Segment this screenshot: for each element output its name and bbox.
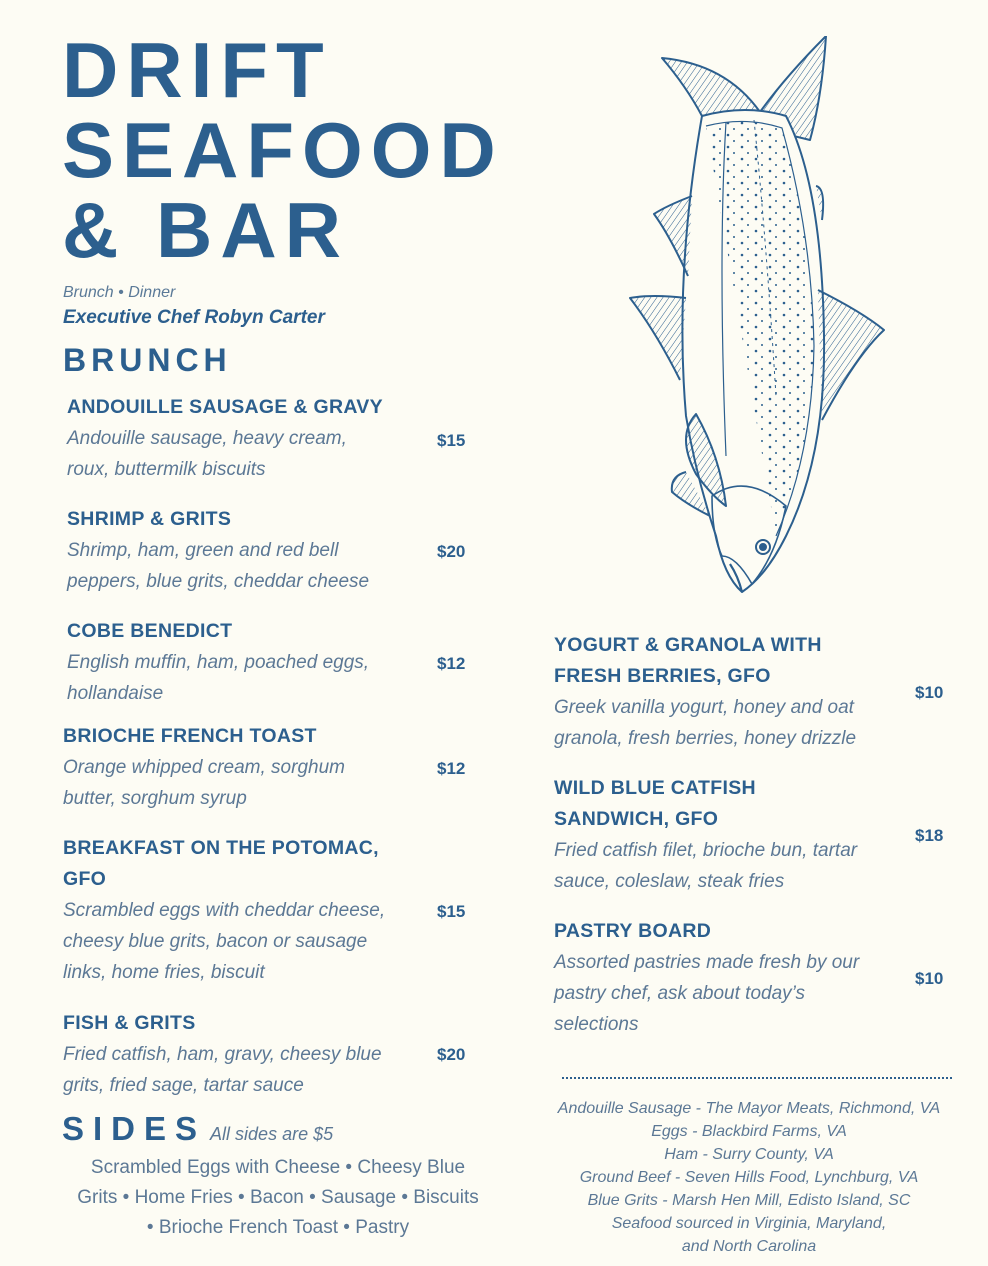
menu-item <box>554 773 857 897</box>
sides-line: Scrambled Eggs with Cheese • Cheesy Blue <box>90 1157 466 1178</box>
item-desc-line: Greek vanilla yogurt, honey and oat <box>554 697 854 718</box>
menu-item <box>67 616 369 709</box>
services-label: Brunch • Dinner <box>63 284 176 301</box>
item-desc-line: Shrimp, ham, green and red bell <box>67 540 339 561</box>
item-price: $20 <box>437 1045 466 1064</box>
item-desc-line: Scrambled eggs with cheddar cheese, <box>63 900 386 921</box>
menu-item <box>63 833 385 988</box>
item-desc-line: Assorted pastries made fresh by our <box>554 952 860 973</box>
item-desc-line: links, home fries, biscuit <box>63 962 265 983</box>
item-price: $18 <box>915 826 944 845</box>
menu-item <box>63 1008 382 1101</box>
source-line: Blue Grits - Marsh Hen Mill, Edisto Island, SC <box>587 1192 911 1209</box>
menu-item <box>554 916 859 1040</box>
item-price: $20 <box>437 542 466 561</box>
sourcing-notes <box>530 1097 968 1258</box>
menu-item <box>554 630 856 754</box>
item-name: SHRIMP & GRITS <box>67 508 232 530</box>
menu-item <box>67 392 383 485</box>
item-name: BRIOCHE FRENCH TOAST <box>63 725 317 747</box>
item-desc-line: Orange whipped cream, sorghum <box>63 757 345 778</box>
item-desc-line: sauce, coleslaw, steak fries <box>554 871 785 892</box>
source-line: and North Carolina <box>681 1238 817 1255</box>
item-name: FISH & GRITS <box>63 1012 196 1034</box>
item-desc-line: roux, buttermilk biscuits <box>67 459 266 480</box>
sides-heading: SIDES <box>62 1110 207 1147</box>
item-name: COBE BENEDICT <box>67 620 233 642</box>
source-line: Ham - Surry County, VA <box>664 1146 834 1163</box>
item-desc-line: cheesy blue grits, bacon or sausage <box>63 931 368 952</box>
item-price: $10 <box>915 969 944 988</box>
item-price: $12 <box>437 759 466 778</box>
sides-line: • Brioche French Toast • Pastry <box>146 1217 410 1238</box>
source-line: Andouille Sausage - The Mayor Meats, Richmond, VA <box>557 1100 941 1117</box>
item-desc-line: grits, fried sage, tartar sauce <box>63 1075 304 1096</box>
sides-line: Grits • Home Fries • Bacon • Sausage • Biscuits <box>77 1187 479 1208</box>
item-name: YOGURT & GRANOLA WITH <box>554 634 822 656</box>
item-desc-line: selections <box>554 1014 639 1035</box>
title-line-3: & BAR <box>62 186 349 274</box>
fish-illustration-icon <box>626 36 888 598</box>
item-name: FRESH BERRIES, GFO <box>554 665 771 687</box>
item-price: $12 <box>437 654 466 673</box>
title-line-1: DRIFT <box>62 26 332 114</box>
item-name: PASTRY BOARD <box>554 920 712 942</box>
item-price: $15 <box>437 902 466 921</box>
chef-credit: Executive Chef Robyn Carter <box>63 307 325 328</box>
menu-item <box>67 504 369 597</box>
title-line-2: SEAFOOD <box>62 106 504 194</box>
item-desc-line: granola, fresh berries, honey drizzle <box>554 728 857 749</box>
source-line: Ground Beef - Seven Hills Food, Lynchburg, VA <box>579 1169 919 1186</box>
item-desc-line: peppers, blue grits, cheddar cheese <box>67 571 370 592</box>
item-desc-line: English muffin, ham, poached eggs, <box>67 652 370 673</box>
sides-header <box>62 1110 333 1148</box>
item-desc-line: hollandaise <box>67 683 164 704</box>
source-line: Seafood sourced in Virginia, Maryland, <box>611 1215 887 1232</box>
item-desc-line: butter, sorghum syrup <box>63 788 247 809</box>
item-name: GFO <box>63 868 107 890</box>
dotted-divider <box>562 1077 952 1079</box>
item-price: $10 <box>915 683 944 702</box>
brunch-heading: BRUNCH <box>63 342 232 378</box>
source-line: Eggs - Blackbird Farms, VA <box>651 1123 847 1140</box>
menu-item <box>63 721 345 814</box>
item-name: BREAKFAST ON THE POTOMAC, <box>63 837 379 859</box>
restaurant-title <box>62 26 504 274</box>
item-name: ANDOUILLE SAUSAGE & GRAVY <box>67 396 383 418</box>
item-name: SANDWICH, GFO <box>554 808 719 830</box>
item-desc-line: Fried catfish filet, brioche bun, tartar <box>554 840 858 861</box>
item-name: WILD BLUE CATFISH <box>554 777 756 799</box>
sides-note: All sides are $5 <box>210 1124 334 1144</box>
item-price: $15 <box>437 431 466 450</box>
item-desc-line: Fried catfish, ham, gravy, cheesy blue <box>63 1044 382 1065</box>
item-desc-line: pastry chef, ask about today’s <box>554 983 806 1004</box>
item-desc-line: Andouille sausage, heavy cream, <box>67 428 347 449</box>
sides-list <box>62 1153 494 1243</box>
